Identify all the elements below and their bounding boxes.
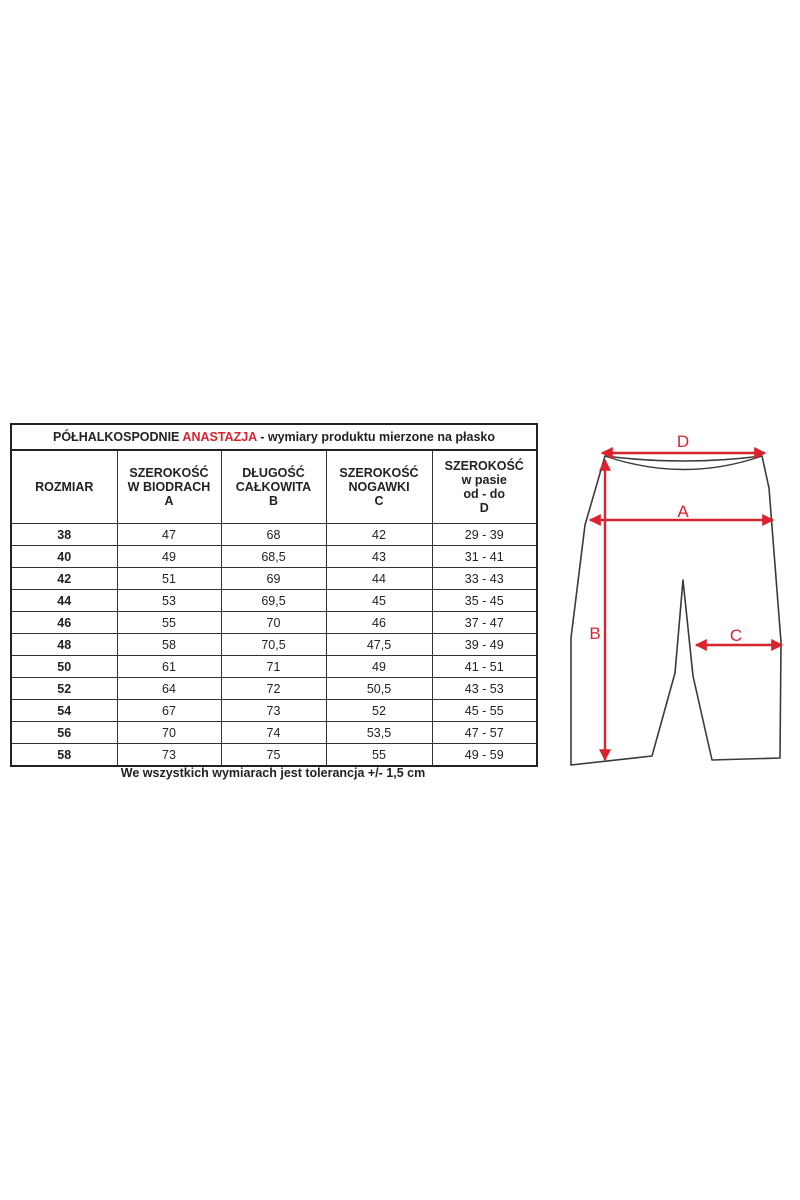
measurement-cell: 70	[221, 612, 326, 634]
measurement-cell: 31 - 41	[432, 546, 537, 568]
measurement-cell: 47	[117, 524, 221, 546]
measurement-cell: 73	[221, 700, 326, 722]
column-header-line: SZEROKOŚĆ	[339, 466, 419, 480]
table-row	[11, 656, 537, 678]
size-cell: 48	[11, 634, 117, 656]
size-table-container	[10, 423, 536, 767]
table-row	[11, 612, 537, 634]
size-cell: 50	[11, 656, 117, 678]
measurement-cell: 44	[326, 568, 432, 590]
measurement-cell: 72	[221, 678, 326, 700]
shorts-measurement-diagram	[568, 428, 790, 778]
measurement-cell: 47,5	[326, 634, 432, 656]
title-product-name: ANASTAZJA	[182, 430, 257, 444]
measurement-cell: 47 - 57	[432, 722, 537, 744]
column-header-line: SZEROKOŚĆ	[444, 459, 524, 473]
measurement-cell: 53,5	[326, 722, 432, 744]
label-c: C	[729, 626, 743, 645]
measurement-cell: 53	[117, 590, 221, 612]
measurement-cell: 61	[117, 656, 221, 678]
column-header-line: C	[374, 494, 384, 508]
column-header-line: ROZMIAR	[35, 480, 94, 494]
measurement-cell: 55	[117, 612, 221, 634]
measurement-cell: 74	[221, 722, 326, 744]
table-row	[11, 524, 537, 546]
measurement-cell: 39 - 49	[432, 634, 537, 656]
measurement-cell: 70,5	[221, 634, 326, 656]
size-cell: 42	[11, 568, 117, 590]
measurement-cell: 52	[326, 700, 432, 722]
measurement-cell: 45 - 55	[432, 700, 537, 722]
size-cell: 52	[11, 678, 117, 700]
table-title	[11, 424, 537, 450]
size-cell: 40	[11, 546, 117, 568]
column-header-line: W BIODRACH	[127, 480, 211, 494]
column-header-line: D	[479, 501, 489, 515]
label-a: A	[677, 502, 689, 521]
table-body	[11, 524, 537, 767]
measurement-cell: 46	[326, 612, 432, 634]
column-header-line: CAŁKOWITA	[235, 480, 312, 494]
column-header-line: od - do	[463, 487, 506, 501]
measurement-cell: 50,5	[326, 678, 432, 700]
column-header-line: B	[268, 494, 279, 508]
measurement-cell: 69	[221, 568, 326, 590]
measurement-cell: 42	[326, 524, 432, 546]
column-header-line: w pasie	[461, 473, 507, 487]
title-prefix: PÓŁHALKOSPODNIE	[53, 430, 183, 444]
table-row	[11, 590, 537, 612]
measurement-cell: 67	[117, 700, 221, 722]
measurement-cell: 75	[221, 744, 326, 767]
size-cell: 46	[11, 612, 117, 634]
measurement-cell: 49	[326, 656, 432, 678]
size-cell: 44	[11, 590, 117, 612]
size-table	[10, 423, 538, 767]
column-header	[221, 450, 326, 524]
title-suffix: - wymiary produktu mierzone na płasko	[256, 430, 495, 444]
measurement-cell: 41 - 51	[432, 656, 537, 678]
column-header	[11, 450, 117, 524]
measurement-cell: 49	[117, 546, 221, 568]
label-d: D	[676, 432, 690, 451]
column-header	[117, 450, 221, 524]
measurement-cell: 49 - 59	[432, 744, 537, 767]
header-row	[11, 450, 537, 524]
column-header-line: NOGAWKI	[348, 480, 410, 494]
measurement-cell: 51	[117, 568, 221, 590]
table-row	[11, 634, 537, 656]
table-row	[11, 546, 537, 568]
column-header	[432, 450, 537, 524]
size-cell: 38	[11, 524, 117, 546]
column-header	[326, 450, 432, 524]
measurement-cell: 71	[221, 656, 326, 678]
measurement-cell: 58	[117, 634, 221, 656]
shorts-outline-shape	[571, 456, 781, 765]
measurement-cell: 29 - 39	[432, 524, 537, 546]
table-row	[11, 700, 537, 722]
measurement-cell: 43	[326, 546, 432, 568]
tolerance-note: We wszystkich wymiarach jest tolerancja +/- 1,5 cm	[120, 766, 426, 780]
measurement-cell: 33 - 43	[432, 568, 537, 590]
measurement-cell: 55	[326, 744, 432, 767]
table-row	[11, 744, 537, 767]
measurement-cell: 45	[326, 590, 432, 612]
table-row	[11, 678, 537, 700]
size-cell: 58	[11, 744, 117, 767]
measurement-cell: 68	[221, 524, 326, 546]
measurement-cell: 68,5	[221, 546, 326, 568]
measurement-cell: 35 - 45	[432, 590, 537, 612]
measurement-cell: 64	[117, 678, 221, 700]
table-row	[11, 722, 537, 744]
measurement-cell: 37 - 47	[432, 612, 537, 634]
size-cell: 56	[11, 722, 117, 744]
measurement-cell: 43 - 53	[432, 678, 537, 700]
table-row	[11, 568, 537, 590]
measurement-cell: 69,5	[221, 590, 326, 612]
shorts-outline	[571, 456, 781, 765]
label-b: B	[589, 624, 601, 643]
column-header-line: SZEROKOŚĆ	[129, 466, 209, 480]
size-cell: 54	[11, 700, 117, 722]
measurement-cell: 70	[117, 722, 221, 744]
column-header-line: DŁUGOŚĆ	[242, 466, 305, 480]
column-header-line: A	[164, 494, 174, 508]
measurement-cell: 73	[117, 744, 221, 767]
